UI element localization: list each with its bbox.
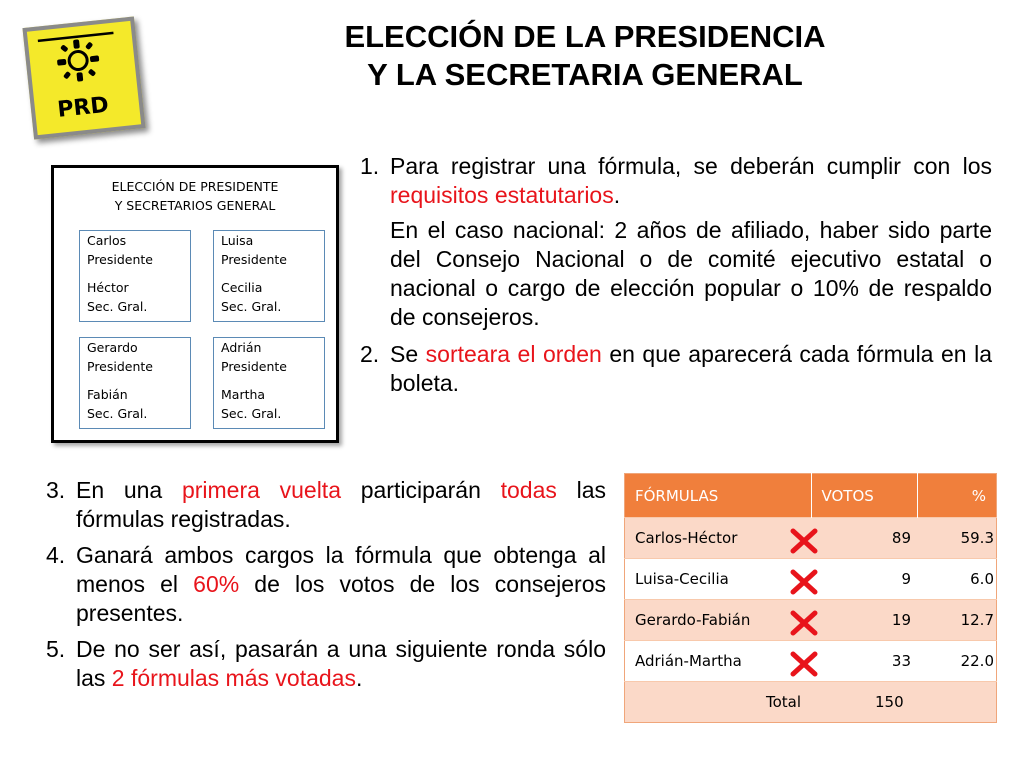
table-row (625, 600, 997, 641)
rule-number: 5. (46, 636, 66, 662)
secretary-name: Cecilia (221, 280, 263, 295)
title-line2: Y LA SECRETARIA GENERAL (367, 57, 803, 92)
secretary-name: Fabián (87, 387, 128, 402)
rule-1 (360, 152, 992, 210)
rule-text-part: de los votos de los consejeros presentes. (76, 571, 607, 626)
ballot-formula-4 (213, 337, 325, 429)
president-role: Presidente (87, 252, 153, 267)
secretary-name: Héctor (87, 280, 129, 295)
percent-cell: 6.0 (917, 559, 997, 600)
table-row (625, 641, 997, 682)
rule-text-part: Ganará ambos cargos la fórmula que obtenga al menos el (76, 542, 606, 597)
percent-cell: 59.3 (917, 518, 997, 559)
ballot-title-line2: Y SECRETARIOS GENERAL (114, 198, 276, 213)
formula-cell (625, 559, 812, 600)
formula-name: Adrián-Martha (635, 652, 742, 670)
formula-cell (625, 641, 812, 682)
rule-text (76, 476, 606, 534)
rule-highlight: primera vuelta (181, 477, 341, 503)
title-line1: ELECCIÓN DE LA PRESIDENCIA (344, 19, 826, 54)
sun-icon (27, 22, 133, 128)
eliminated-x-icon (789, 651, 819, 677)
ballot-sample (51, 165, 339, 443)
rule-text (76, 541, 606, 628)
rule-text-part: Para registrar una fórmula, se deberán cumplir con los (390, 153, 992, 179)
rule-text-part: las fórmulas registradas. (76, 477, 606, 532)
eliminated-x-icon (789, 528, 819, 554)
president-name: Adrián (221, 340, 262, 355)
rule-text (76, 635, 606, 693)
ballot-formula-2 (213, 230, 325, 322)
rule-text-part: . (355, 665, 363, 691)
total-votes: 150 (811, 682, 917, 723)
formula-name: Gerardo-Fabián (635, 611, 751, 629)
ballot-title (54, 177, 336, 215)
rule-text-part: . (613, 182, 621, 208)
rule-4 (46, 541, 606, 628)
prd-logo (22, 16, 145, 139)
president-role: Presidente (87, 359, 153, 374)
results-table (624, 473, 997, 723)
rule-1-detail (360, 216, 992, 332)
rule-number: 1. (360, 153, 380, 179)
formula-cell (625, 518, 812, 559)
rule-number: 2. (360, 341, 380, 367)
slide-title (150, 18, 1020, 94)
rule-5 (46, 635, 606, 693)
votes-cell: 89 (811, 518, 917, 559)
total-label: Total (625, 682, 812, 723)
rule-2 (360, 340, 992, 398)
ballot-formula-3 (79, 337, 191, 429)
eliminated-x-icon (789, 569, 819, 595)
rule-highlight: 2 fórmulas más votadas (111, 665, 356, 691)
formula-cell (625, 600, 812, 641)
rule-detail-text: En el caso nacional: 2 años de afiliado, haber sido parte del Consejo Nacional o de comité ejecutivo estatal o nacional o cargo de elección popular o 10% de respaldo de consejeros. (390, 217, 992, 330)
results-header-row (625, 474, 997, 518)
votes-cell: 19 (811, 600, 917, 641)
svg-text:PRD: PRD (56, 92, 110, 123)
secretary-role: Sec. Gral. (87, 299, 148, 314)
secretary-role: Sec. Gral. (87, 406, 148, 421)
rule-number: 4. (46, 542, 66, 568)
secretary-name: Martha (221, 387, 266, 402)
president-name: Carlos (87, 233, 127, 248)
ballot-formula-1 (79, 230, 191, 322)
total-empty-cell (917, 682, 997, 723)
percent-cell: 12.7 (917, 600, 997, 641)
rule-text-part: en que aparecerá cada fórmula en la boleta. (390, 341, 992, 396)
formula-name: Carlos-Héctor (635, 529, 738, 547)
total-row (625, 682, 997, 723)
secretary-role: Sec. Gral. (221, 406, 282, 421)
president-name: Luisa (221, 233, 254, 248)
president-name: Gerardo (87, 340, 138, 355)
rule-highlight: sorteara el orden (425, 341, 602, 367)
votes-cell: 9 (811, 559, 917, 600)
president-role: Presidente (221, 359, 287, 374)
rule-3 (46, 476, 606, 534)
header-votes: VOTOS (811, 474, 917, 518)
rules-list-top (360, 152, 992, 398)
percent-cell: 22.0 (917, 641, 997, 682)
rules-list-bottom (46, 476, 606, 693)
header-percent: % (917, 474, 997, 518)
header-formulas: FÓRMULAS (625, 474, 812, 518)
formula-name: Luisa-Cecilia (635, 570, 729, 588)
rule-text-part: De no ser así, pasarán a una siguiente ronda sólo las (76, 636, 606, 691)
rule-highlight: todas (500, 477, 557, 503)
rule-text (390, 340, 992, 398)
eliminated-x-icon (789, 610, 819, 636)
rule-highlight: requisitos estatutarios (390, 182, 614, 208)
rule-text-part: Se (390, 341, 426, 367)
secretary-role: Sec. Gral. (221, 299, 282, 314)
table-row (625, 518, 997, 559)
rule-text (390, 152, 992, 210)
rule-number: 3. (46, 477, 66, 503)
rule-highlight: 60% (193, 571, 240, 597)
president-role: Presidente (221, 252, 287, 267)
rule-text-part: participarán (341, 477, 501, 503)
table-row (625, 559, 997, 600)
rule-text-part: En una (76, 477, 182, 503)
votes-cell: 33 (811, 641, 917, 682)
ballot-title-line1: ELECCIÓN DE PRESIDENTE (111, 179, 279, 194)
